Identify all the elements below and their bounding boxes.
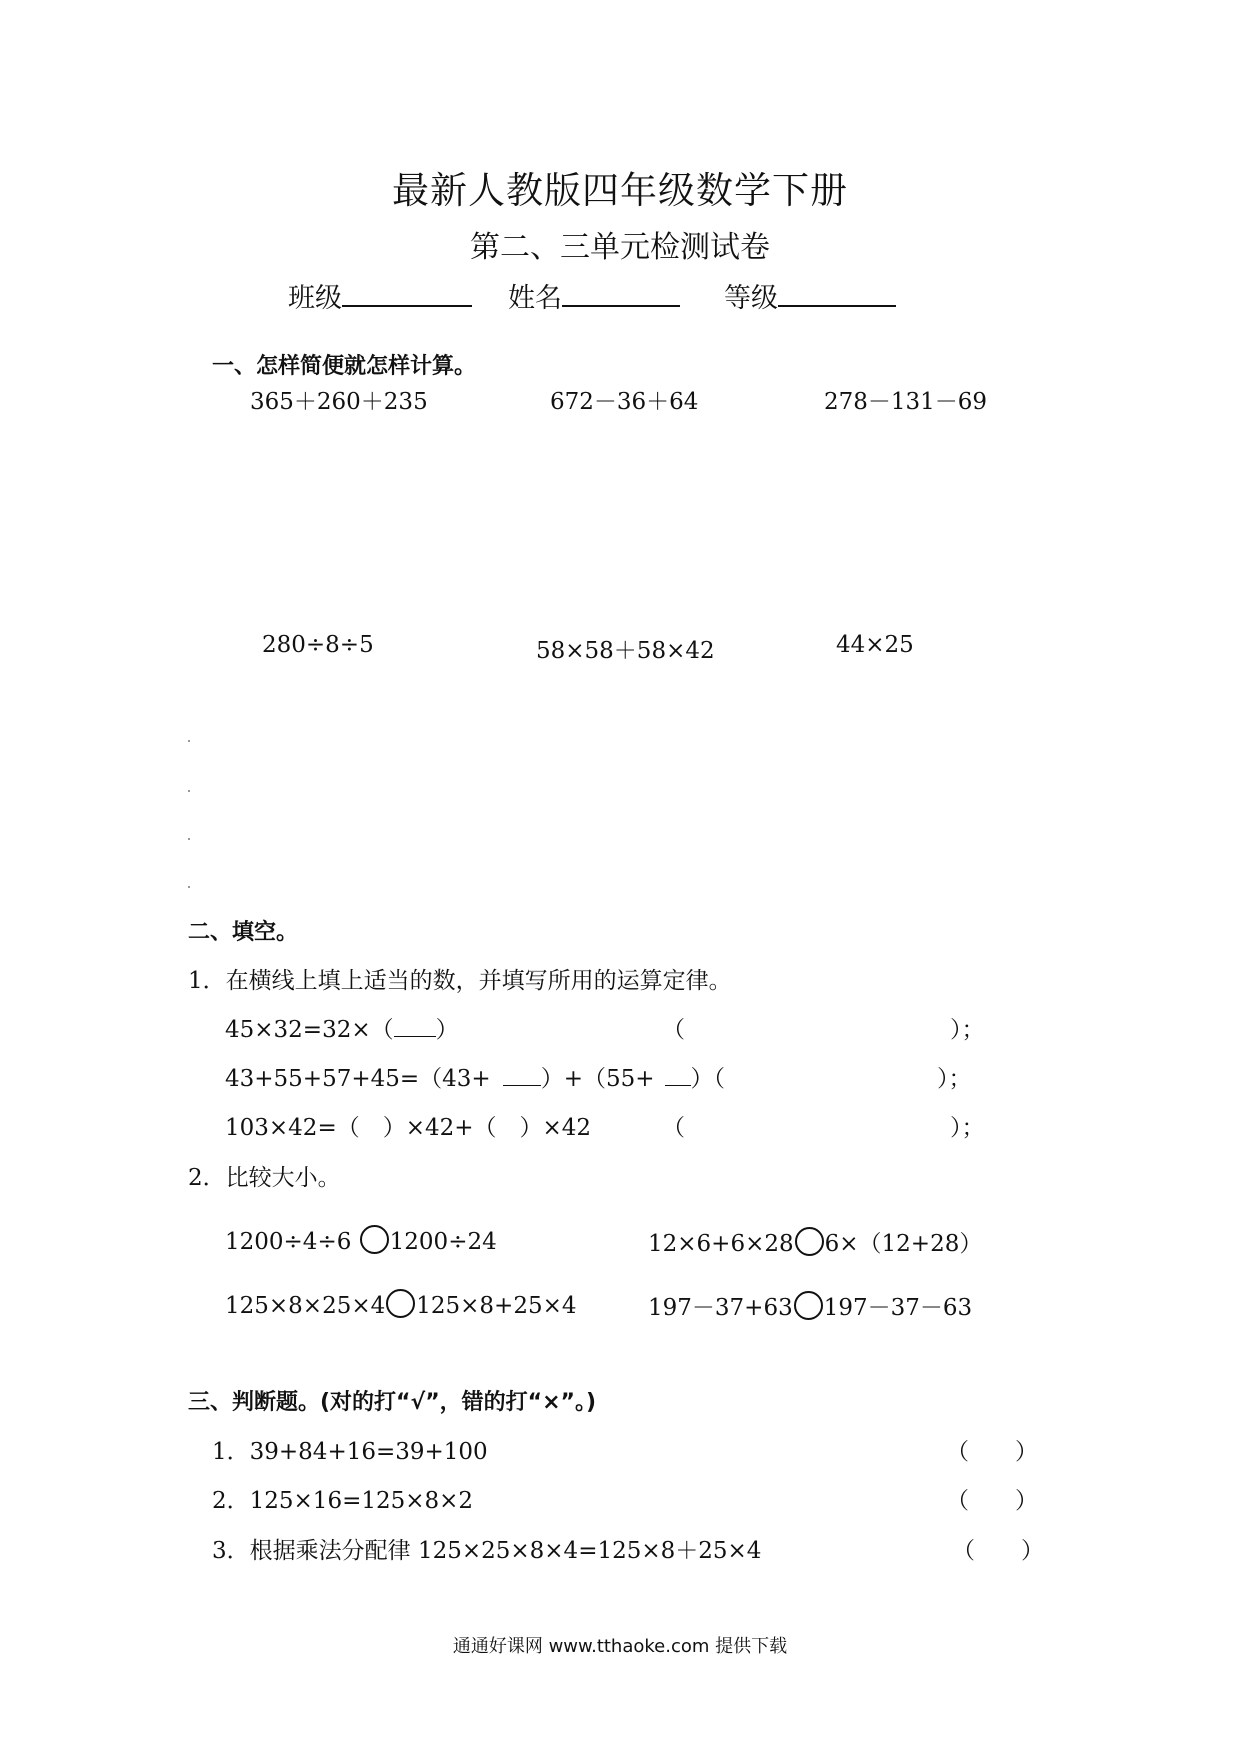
fill-text: 45×32=32×（ <box>225 1017 394 1043</box>
scan-speck <box>188 790 190 792</box>
judge-item: 2．125×16=125×8×2 <box>212 1488 474 1514</box>
calc-expression: 44×25 <box>836 632 914 658</box>
compare-right: 197－37－63 <box>823 1295 973 1321</box>
section2-heading: 二、填空。 <box>188 920 299 945</box>
name-label: 姓名 <box>508 283 562 314</box>
compare-item <box>225 1289 577 1319</box>
class-field <box>288 276 472 315</box>
scan-speck <box>188 838 190 840</box>
law-close-paren: ）； <box>950 1017 985 1043</box>
compare-right: 125×8+25×4 <box>416 1293 577 1319</box>
law-close-paren: ）； <box>950 1115 985 1141</box>
class-label: 班级 <box>288 283 342 314</box>
fill-text: ） <box>435 1017 459 1043</box>
judge-item: 3．根据乘法分配律 125×25×8×4=125×8＋25×4 <box>212 1538 762 1564</box>
compare-item <box>648 1289 972 1322</box>
footer-source: 通通好课网 www.tthaoke.com 提供下载 <box>452 1636 788 1657</box>
judge-answer-bracket[interactable]: （ ） <box>946 1439 1038 1465</box>
fill-line-2 <box>225 1060 725 1093</box>
law-open-paren: （ <box>662 1115 685 1141</box>
fill-line-3: 103×42=（ ）×42+（ ）×42 <box>225 1115 592 1141</box>
judge-answer-bracket[interactable]: （ ） <box>946 1488 1038 1514</box>
calc-expression: 672－36＋64 <box>550 389 699 415</box>
answer-blank[interactable] <box>394 1016 436 1037</box>
compare-circle[interactable] <box>386 1289 415 1318</box>
compare-item <box>225 1225 497 1255</box>
compare-circle[interactable] <box>360 1225 389 1254</box>
compare-left: 1200÷4÷6 <box>225 1229 352 1255</box>
calc-expression: 280÷8÷5 <box>262 632 374 658</box>
calc-expression: 58×58＋58×42 <box>536 638 715 664</box>
compare-left: 12×6+6×28 <box>648 1231 794 1257</box>
class-blank[interactable] <box>342 279 472 307</box>
calc-expression: 278－131－69 <box>824 389 988 415</box>
section3-heading: 三、判断题。(对的打“√”，错的打“×”。) <box>188 1390 597 1415</box>
scan-speck <box>188 886 190 888</box>
fill-text: ）（ <box>690 1066 726 1092</box>
judge-item: 1．39+84+16=39+100 <box>212 1439 488 1465</box>
compare-left: 125×8×25×4 <box>225 1293 386 1319</box>
judge-answer-bracket[interactable]: （ ） <box>952 1538 1044 1564</box>
compare-item <box>648 1225 982 1258</box>
fill-text: ）+（55+ <box>540 1066 655 1092</box>
section1-heading: 一、怎样简便就怎样计算。 <box>212 354 477 379</box>
question-2-label: 2．比较大小。 <box>188 1165 341 1191</box>
grade-field <box>724 276 896 315</box>
page-subtitle: 第二、三单元检测试卷 <box>470 230 770 265</box>
law-open-paren: （ <box>662 1017 685 1043</box>
fill-text: 43+55+57+45=（43+ <box>225 1066 491 1092</box>
compare-right: 1200÷24 <box>389 1229 497 1255</box>
name-blank[interactable] <box>562 279 680 307</box>
page-title: 最新人教版四年级数学下册 <box>392 169 848 212</box>
law-close-paren: ）； <box>937 1066 972 1092</box>
fill-line-1 <box>225 1011 459 1044</box>
compare-circle[interactable] <box>794 1291 823 1320</box>
name-field <box>508 276 680 315</box>
question-1-label: 1．在横线上填上适当的数，并填写所用的运算定律。 <box>188 968 732 994</box>
grade-blank[interactable] <box>778 279 896 307</box>
grade-label: 等级 <box>724 283 778 314</box>
compare-left: 197－37+63 <box>648 1295 793 1321</box>
calc-expression: 365＋260＋235 <box>250 389 428 415</box>
scan-speck <box>188 740 190 742</box>
compare-circle[interactable] <box>795 1227 824 1256</box>
compare-right: 6×（12+28） <box>824 1231 983 1257</box>
answer-blank[interactable] <box>503 1065 541 1086</box>
answer-blank[interactable] <box>665 1065 691 1086</box>
